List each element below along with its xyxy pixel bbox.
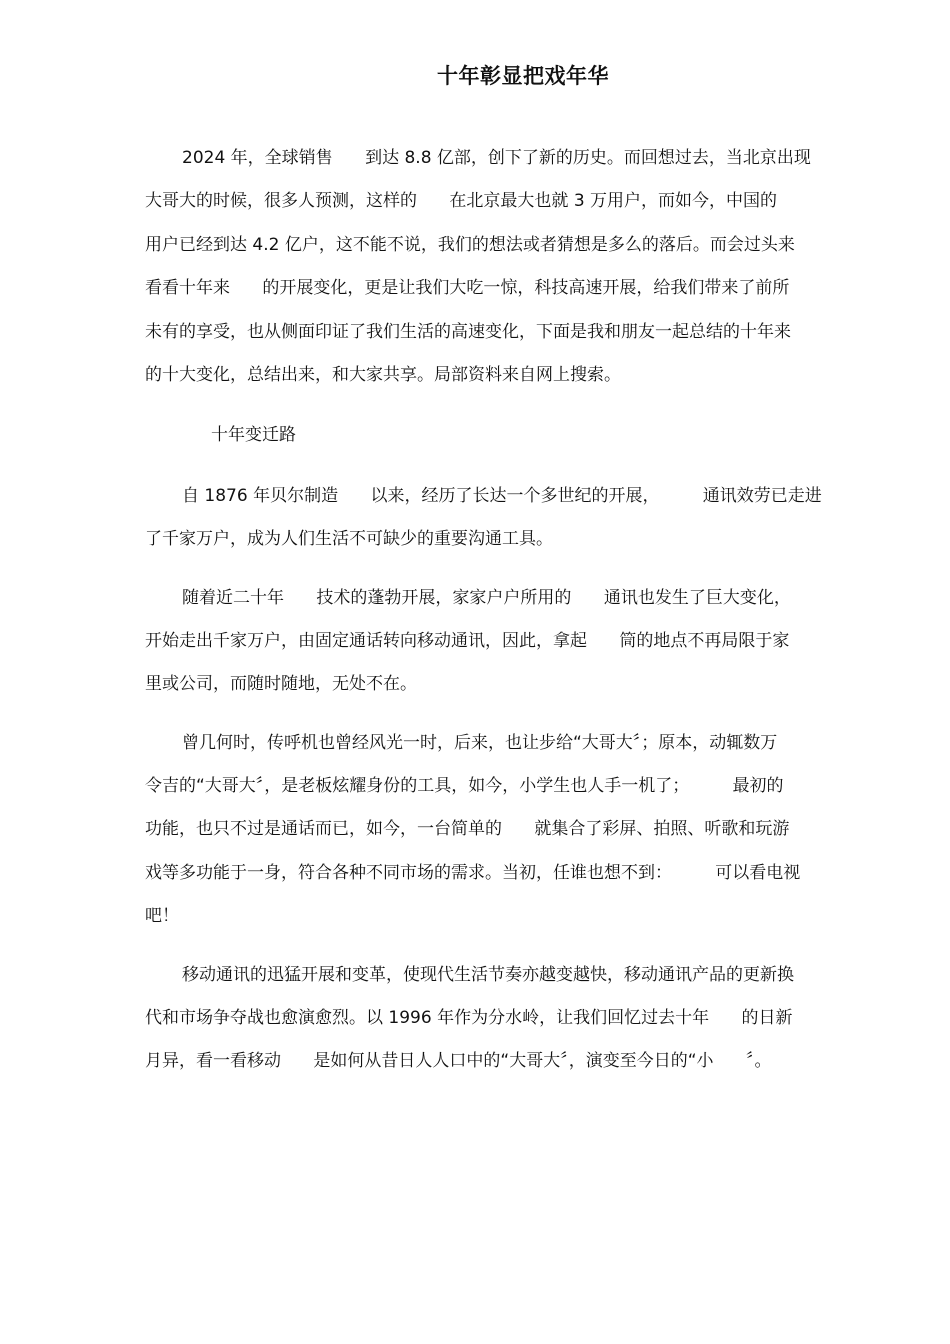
paragraph-5 [145,954,880,1084]
text-line: 戏等多功能于一身，符合各种不同市场的需求。当初，任谁也想不到： 可以看电视 [145,862,801,883]
text-line: 大哥大的时候，很多人预测，这样的 在北京最大也就 3 万用户，而如今，中国的 [145,191,778,212]
document-title: 十年彰显把戏年华 [437,64,609,88]
paragraph-spacer [145,707,880,722]
text-line: 随着近二十年 技术的蓬勃开展，家家户户所用的 通讯也发生了巨大变化， [182,587,791,608]
paragraph-spacer [145,939,880,954]
text-line: 未有的享受，也从侧面印证了我们生活的高速变化，下面是我和朋友一起总结的十年来 [145,321,791,342]
text-line: 吧！ [145,906,179,927]
text-line: 开始走出千家万户，由固定通话转向移动通讯，因此，拿起 筒的地点不再局限于家 [145,630,790,651]
document-body [145,137,880,1084]
section-heading: 十年变迁路 [211,425,296,446]
text-line: 用户已经到达 4.2 亿户，这不能不说，我们的想法或者猜想是多么的落后。而会过头来 [145,234,795,255]
paragraph-1 [145,137,880,397]
paragraph-spacer [145,562,880,577]
text-line: 自 1876 年贝尔制造 以来，经历了长达一个多世纪的开展， 通讯效劳已走进 [182,485,822,506]
paragraph-4 [145,722,880,939]
text-line: 看看十年来 的开展变化，更是让我们大吃一惊，科技高速开展，给我们带来了前所 [145,278,790,299]
text-line: 功能，也只不过是通话而已，如今，一台简单的 就集合了彩屏、拍照、听歌和玩游 [145,819,790,840]
text-line: 代和市场争夺战也愈演愈烈。以 1996 年作为分水岭，让我们回忆过去十年 的日新 [145,1008,793,1029]
text-line: 了千家万户，成为人们生活不可缺少的重要沟通工具。 [145,529,553,550]
paragraph-2 [145,475,880,562]
text-line: 令吉的“大哥大〞，是老板炫耀身份的工具，如今，小学生也人手一机了； 最初的 [145,776,784,797]
text-line: 月异，看一看移动 是如何从昔日人人口中的“大哥大〞，演变至今日的“小 〞。 [145,1051,772,1072]
text-line: 的十大变化，总结出来，和大家共享。局部资料来自网上搜索。 [145,364,621,385]
text-line: 曾几何时，传呼机也曾经风光一时，后来，也让步给“大哥大〞；原本，动辄数万 [182,732,778,753]
text-line: 2024 年，全球销售 到达 8.8 亿部，创下了新的历史。而回想过去，当北京出现 [182,148,811,168]
paragraph-3 [145,577,880,707]
text-line: 移动通讯的迅猛开展和变革，使现代生活节奏亦越变越快，移动通讯产品的更新换 [182,964,794,985]
text-line: 里或公司，而随时随地，无处不在。 [145,674,417,695]
